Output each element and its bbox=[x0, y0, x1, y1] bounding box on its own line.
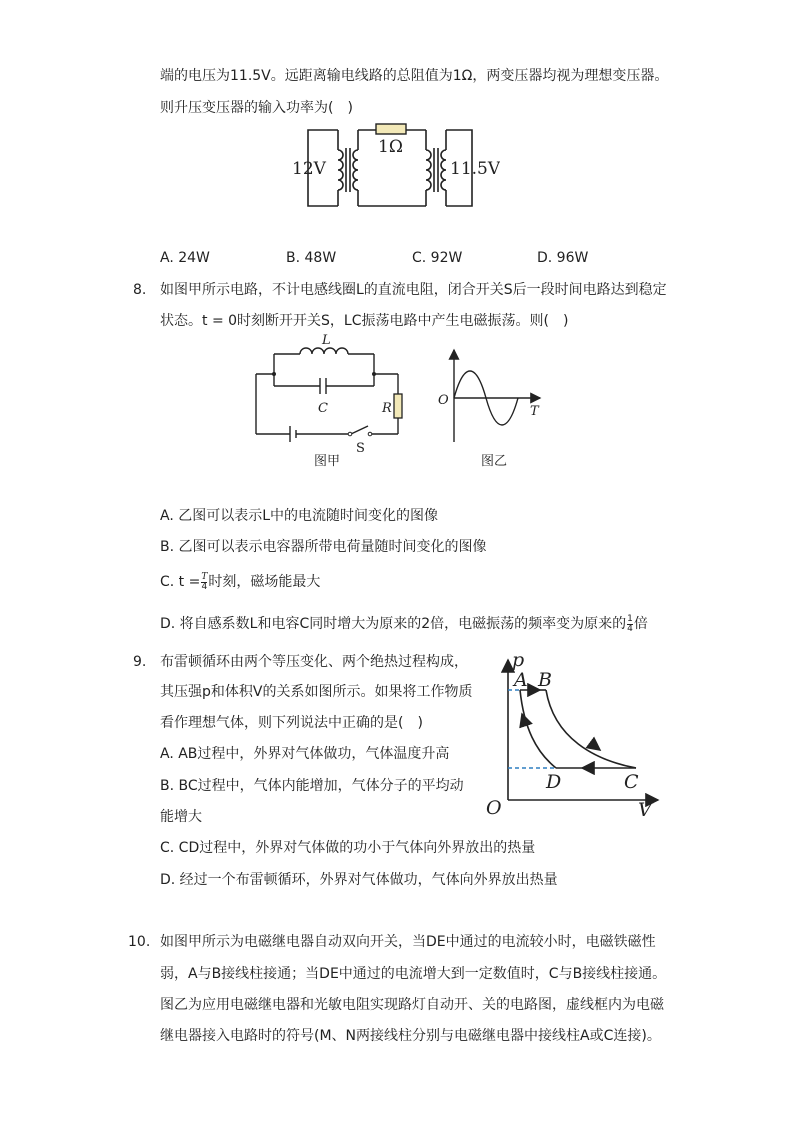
q8-option-d-suffix: 倍 bbox=[633, 616, 648, 632]
q9-option-c: C. CD过程中，外界对气体做的功小于气体向外界放出的热量 bbox=[160, 840, 536, 856]
q9-point-d-label: D bbox=[546, 771, 562, 793]
q8-switch-label: S bbox=[356, 441, 365, 456]
q8-axis-t-label: T bbox=[530, 404, 539, 419]
q8-resistor-label: R bbox=[382, 401, 392, 416]
q9-text-line2: 其压强p和体积V的关系如图所示。如果将工作物质 bbox=[160, 684, 473, 700]
q9-origin-label: O bbox=[486, 797, 502, 819]
q10-text-line1: 如图甲所示为电磁继电器自动双向开关，当DE中通过的电流较小时，电磁铁磁性 bbox=[160, 934, 656, 950]
q8-option-c-suffix: 时刻，磁场能最大 bbox=[208, 574, 321, 590]
q8-option-b: B. 乙图可以表示电容器所带电荷量随时间变化的图像 bbox=[160, 539, 487, 555]
q8-option-d bbox=[160, 614, 648, 634]
q7-option-d: D. 96W bbox=[537, 250, 589, 266]
q8-option-a: A. 乙图可以表示L中的电流随时间变化的图像 bbox=[160, 508, 439, 524]
q9-pv-diagram bbox=[484, 648, 666, 820]
q8-option-d-fraction bbox=[627, 615, 633, 634]
q7-text-line2: 则升压变压器的输入功率为( ) bbox=[160, 100, 353, 116]
q7-input-voltage-label: 12V bbox=[292, 159, 326, 179]
q8-inductor-label: L bbox=[322, 333, 331, 348]
q10-text-line3: 图乙为应用电磁继电器和光敏电阻实现路灯自动开、关的电路图，虚线框内为电磁 bbox=[160, 997, 664, 1013]
q10-text-line4: 继电器接入电路时的符号(M、N两接线柱分别与电磁继电器中接线柱A或C连接)。 bbox=[160, 1028, 661, 1044]
q7-option-a: A. 24W bbox=[160, 250, 210, 266]
q8-option-d-prefix: D. 将自感系数L和电容C同时增大为原来的2倍，电磁振荡的频率变为原来的 bbox=[160, 616, 627, 632]
q8-number: 8. bbox=[133, 282, 147, 298]
q9-option-b-continued: 能增大 bbox=[160, 809, 202, 825]
q9-option-a: A. AB过程中，外界对气体做功，气体温度升高 bbox=[160, 746, 450, 762]
q7-output-voltage-label: 11.5V bbox=[450, 159, 500, 179]
q8-option-c-prefix: C. t = bbox=[160, 574, 201, 590]
q8-origin-label: O bbox=[438, 393, 449, 408]
q7-option-c: C. 92W bbox=[412, 250, 463, 266]
q9-text-line1: 布雷顿循环由两个等压变化、两个绝热过程构成， bbox=[160, 654, 468, 670]
q9-axis-v-label: V bbox=[638, 799, 652, 820]
q10-number: 10. bbox=[128, 934, 151, 950]
q7-transformer-figure bbox=[290, 118, 500, 214]
q8-sine-figure-yi bbox=[434, 344, 546, 444]
q9-point-c-label: C bbox=[624, 771, 639, 793]
q10-text-line2: 弱，A与B接线柱接通；当DE中通过的电流增大到一定数值时，C与B接线柱接通。 bbox=[160, 966, 667, 982]
q8-fig-jia-caption: 图甲 bbox=[314, 454, 341, 469]
q8-text-line1: 如图甲所示电路，不计电感线圈L的直流电阻，闭合开关S后一段时间电路达到稳定 bbox=[160, 282, 667, 298]
q8-fig-yi-caption: 图乙 bbox=[481, 454, 508, 469]
q8-option-c-denominator: 4 bbox=[201, 581, 208, 592]
q9-point-a-label: A bbox=[514, 669, 528, 691]
q8-circuit-figure-jia bbox=[248, 330, 408, 472]
q9-option-b: B. BC过程中，气体内能增加，气体分子的平均动 bbox=[160, 778, 464, 794]
q7-resistor-label: 1Ω bbox=[378, 137, 403, 157]
q8-option-d-denominator: 4 bbox=[627, 623, 633, 634]
q8-option-c-fraction bbox=[201, 573, 207, 592]
q9-text-line3: 看作理想气体，则下列说法中正确的是( ) bbox=[160, 715, 423, 731]
q8-text-line2: 状态。t = 0时刻断开开关S，LC振荡电路中产生电磁振荡。则( ) bbox=[160, 313, 569, 329]
q8-capacitor-label: C bbox=[318, 401, 328, 416]
q7-text-line1: 端的电压为11.5V。远距离输电线路的总阻值为1Ω，两变压器均视为理想变压器。 bbox=[160, 68, 669, 84]
q9-axis-p-label: p bbox=[512, 649, 525, 671]
q9-point-b-label: B bbox=[538, 669, 552, 691]
q9-option-d: D. 经过一个布雷顿循环，外界对气体做功，气体向外界放出热量 bbox=[160, 872, 558, 888]
q7-option-b: B. 48W bbox=[286, 250, 337, 266]
q8-option-c-numerator: T bbox=[201, 571, 208, 582]
q9-number: 9. bbox=[133, 654, 147, 670]
q8-option-c bbox=[160, 572, 320, 592]
q8-option-d-numerator: 1 bbox=[627, 613, 633, 624]
